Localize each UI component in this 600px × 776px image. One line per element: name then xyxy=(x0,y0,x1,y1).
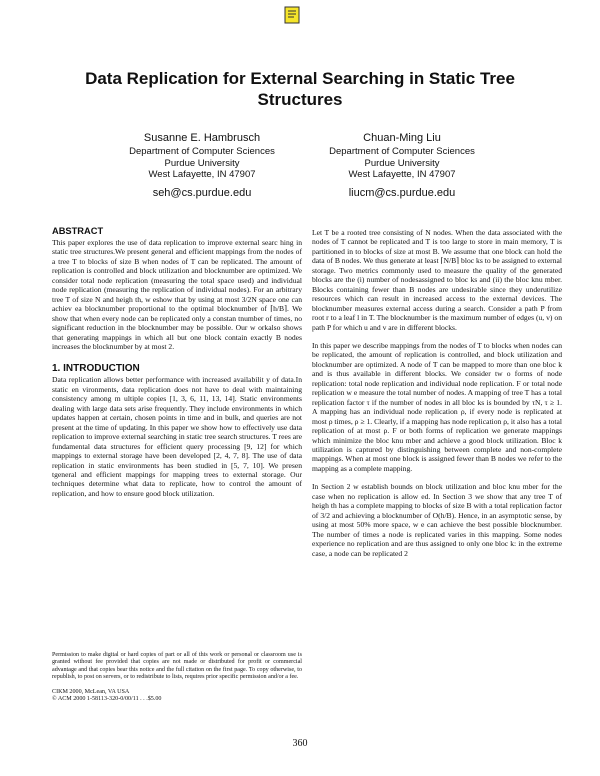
abstract-heading: ABSTRACT xyxy=(52,226,104,236)
page-number: 360 xyxy=(292,738,308,749)
author-city: West Lafayette, IN 47907 xyxy=(148,169,256,180)
permission-notice: Permission to make digital or hard copies of part or all of this work or personal or classroom use is granted without fee provided that copies are not made or distributed for profit or commercial advantage and that copies bear this notice and the full citation on the first page. To copy otherwise, to republish, to post on servers, or to redistribute to lists, requires prior specific permission and/or a fee. xyxy=(52,652,302,681)
abstract-text: This paper explores the use of data replication to improve external searc hing in static tree structures.We present general and efficient mappings from the nodes of a tree T to blocks of size B when nodes of T can be replicated. The amount of replication is controlled and block utilization and blocknumber are optimized. We consider total node replication (measuring the total space used) and individual node replication (measuring the replication of individual nodes). For an arbitrary tree T of size N and heigh th, w eshow that by using at most 3/2N space one can achiev ea blocknumber proportional to the optimal blocknumber of ⌈h/B⌉. We show that when every node can be replicated only a constan tnumber of times, no significant reduction in the blocknumber may be possible. Our w orkalso shows that generating mappings in which all but one block contain exactly B nodes increases the blocknumber by at most 2. xyxy=(52,238,302,351)
intro-text: Data replication allows better performance with increased availabilit y of data.In static en vironments, data replication does not have to deal with maintaining consistency among m ultiple copies [1, 3, 6, 11, 13, 14]. Static environments dealing with large data sets arise frequently. They include environments in which updates happen at certain, chosen points in time and in bulk, and queries are not present at the time of updating. In this paper we show how to effectively use data replication to improve external searching in static tree search structures. T rees are fundamental data structures for efficient query processing [9, 12] for which mappings to external storage have been developed [2, 4, 7, 8]. The use of data replication in static environments has been studied in [5, 7, 10]. We presen tgeneral and efficient mappings for mapping trees to external storage. Our techniques determine what data to replicate, how to control the amount of replication, and how to ensure good block utilization. xyxy=(52,375,302,498)
author-block-2 xyxy=(302,131,502,200)
author-university: Purdue University xyxy=(364,157,440,169)
author-department: Department of Computer Sciences xyxy=(129,146,275,157)
paper-title: Data Replication for External Searching in Static Tree Structures xyxy=(85,69,515,109)
body-paragraph: In this paper we describe mappings from the nodes of T to blocks when nodes can be replicated, the amount of replication is controlled, and block utilization and blocknumber are optimized. A node of T can be mapped to more than one bloc k and is thus available in different blocks. We consider tw o forms of node replication: total node replication and individual node replication. F or total node replication w e measure the total number of nodes. A mapping of tree T has a total replication factor τ if the number of nodes in all bloc ks is bounded by τN, τ ≥ 1. A mapping has an individual node replication ρ, if every node is replicated at most ρ times, ρ ≥ 1. Clearly, if a mapping has node replication ρ, it also has a total replication of at most ρ. F or both forms of replication we generate mappings which minimize the bloc knu mber and achieve a good block utilization. Bloc k utilization is captured by distinguishing between complete and non-complete mappings. When at most one block is assigned fewer than B nodes we refer to the mapping as a complete mapping. xyxy=(312,340,562,473)
body-paragraph: In Section 2 w establish bounds on block utilization and bloc knu mber for the case when no replication is allow ed. In Section 3 we show that any tree T of heigh th has a complete mapping to blocks of size B with a total replication factor of 3/2 and achieving a blocknumber of O(h/B). Hence, in an asymptotic sense, by using at most 50% more space, w e can achieve the best possible blocknumber. The number of times a node is replicated varies in this mapping. Some nodes experience no replication and are thus assigned to only one bloc k: in the extreme case, a node can be replicated 2 xyxy=(312,482,562,558)
author-email: seh@cs.purdue.edu xyxy=(152,186,252,199)
author-block-1 xyxy=(102,131,302,200)
author-department: Department of Computer Sciences xyxy=(329,146,475,157)
copyright-line: © ACM 2000 1-58113-320-0/00/11 . . .$5.00 xyxy=(52,696,162,703)
author-university: Purdue University xyxy=(164,157,240,169)
note-icon[interactable] xyxy=(284,6,300,24)
author-name: Susanne E. Hambrusch xyxy=(143,132,261,144)
body-paragraph: Let T be a rooted tree consisting of N nodes. When the data associated with the nodes of T cannot be replicated and T is too large to store in main memory, T is partitioned in to blocks of size at most B. We assume that one block can hold the data of B nodes. We thus generate at least ⌈N/B⌉ bloc ks to be assigned to external storage. Two metrics commonly used to measure the quality of the generated blocks are the (i) number of nodesassigned to bloc ks and (ii) the bloc knu mber. Blocks containing fewer than B nodes are undesirable since they underutilize resources which can result in increased access to the external devices. The blocknumber measures external access during a search. Consider a path P from root r to a leaf l in T. The blocknumber is the maximum number of edges (u, v) on path P for which u and v are in different blocks. xyxy=(312,228,562,332)
left-column xyxy=(52,226,302,507)
author-name: Chuan-Ming Liu xyxy=(363,132,441,144)
copyright-footnote xyxy=(52,652,302,703)
right-column xyxy=(312,228,562,567)
conference-line: CIKM 2000, McLean, VA USA xyxy=(52,688,130,695)
author-email: liucm@cs.purdue.edu xyxy=(348,186,456,199)
author-city: West Lafayette, IN 47907 xyxy=(348,169,456,180)
intro-heading: 1. INTRODUCTION xyxy=(52,363,140,375)
